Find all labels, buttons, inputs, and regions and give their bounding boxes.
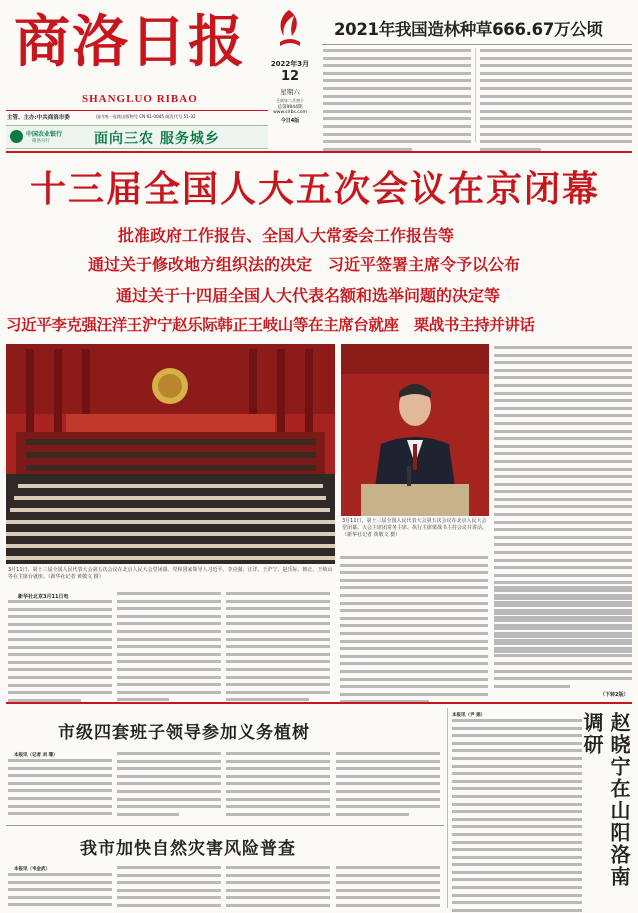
logo-emblem-icon [274,6,304,54]
edition-count: 今日4版 [280,118,300,124]
photo1-caption: 3月11日，第十三届全国人民代表大会第五次会议在北京人民大会堂闭幕。党和国家领导人习近平、李克强、汪洋、王沪宁、赵乐际、韩正、王岐山等在主席台就座。（新华社记者 黄敬文 摄） [8,567,333,580]
main-subhead-3: 通过关于十四届全国人大代表名额和选举问题的决定等 [116,286,501,305]
main-subhead-1: 批准政府工作报告、全国人大常委会工作报告等 [118,226,455,245]
weekday: 星期六 [280,88,300,96]
disaster-story-col3 [226,866,330,908]
lunar-date: 壬寅年二月初十 [276,98,304,103]
byline-1: 本报讯（记者 刘 珊） [14,753,58,758]
publisher-line: 主管、主办:中共商洛市委 [7,115,70,121]
paper-name: 商洛日报 [14,9,246,75]
main-story-col4 [340,556,488,698]
continued-note: （下转2版） [600,692,629,698]
tree-story-col3 [226,752,330,820]
bank-slogan: 面向三农 服务城乡 [94,131,220,147]
issue-number: 总第9844期 [277,105,303,110]
cn-line: 国内统一连续出版物号 CN 61-0045 邮发代号 51-32 [96,114,196,119]
bottom-headline-left-2: 我市加快自然灾害风险普查 [80,839,296,859]
main-subhead-2: 通过关于修改地方组织法的决定 习近平签署主席令予以公布 [88,255,521,274]
photo-speaker [341,344,489,516]
bank-branch: 商洛分行 [32,139,50,144]
bank-logo-icon [10,130,23,143]
byline-2: 本报讯（尹 娟） [452,713,486,718]
main-story-right-col [494,346,632,582]
zhao-headline-vertical: 赵晓宁在山阳洛南调研 [580,712,631,888]
main-headline: 十三届全国人大五次会议在京闭幕 [30,169,601,210]
main-story-col3 [226,592,330,698]
top-story-headline: 2021年我国造林种草666.67万公顷 [334,20,603,39]
main-dateline: 新华社北京3月11日电 [18,594,69,600]
photo-assembly-hall [6,344,335,564]
tree-story-col2 [117,752,221,820]
disaster-story-col4 [336,866,440,908]
disaster-story-col2 [117,866,221,908]
main-story-col2 [117,592,221,698]
photo2-caption: 3月11日，第十三届全国人民代表大会第五次会议在北京人民大会堂闭幕。大会主席团常务主席、执行主席栗战书主持会议并讲话。（新华社记者 黄敬文 摄） [342,518,488,538]
byline-3: 本报讯（韦金武） [14,867,50,872]
date-day: 12 [280,69,300,84]
website: www.slrbs.com [273,110,307,115]
paper-pinyin: SHANGLUO RIBAO [82,93,198,105]
main-story-col5 [494,586,632,690]
main-subhead-4: 习近平李克强汪洋王沪宁赵乐际韩正王岐山等在主席台就座 栗战书主持并讲话 [6,316,535,334]
main-story-col1 [8,600,112,698]
bank-ad [6,125,268,149]
bank-name: 中国农业银行 [26,131,63,138]
tree-story-col4 [336,752,440,820]
top-story-col2 [480,49,632,141]
zhao-story-col [452,719,582,909]
tree-story-col1 [8,759,112,821]
disaster-story-col1 [8,873,112,909]
date-box [268,6,312,124]
bottom-headline-left: 市级四套班子领导参加义务植树 [58,723,310,743]
top-story-col1 [323,49,471,141]
date-year-month: 2022年3月 [270,60,310,68]
